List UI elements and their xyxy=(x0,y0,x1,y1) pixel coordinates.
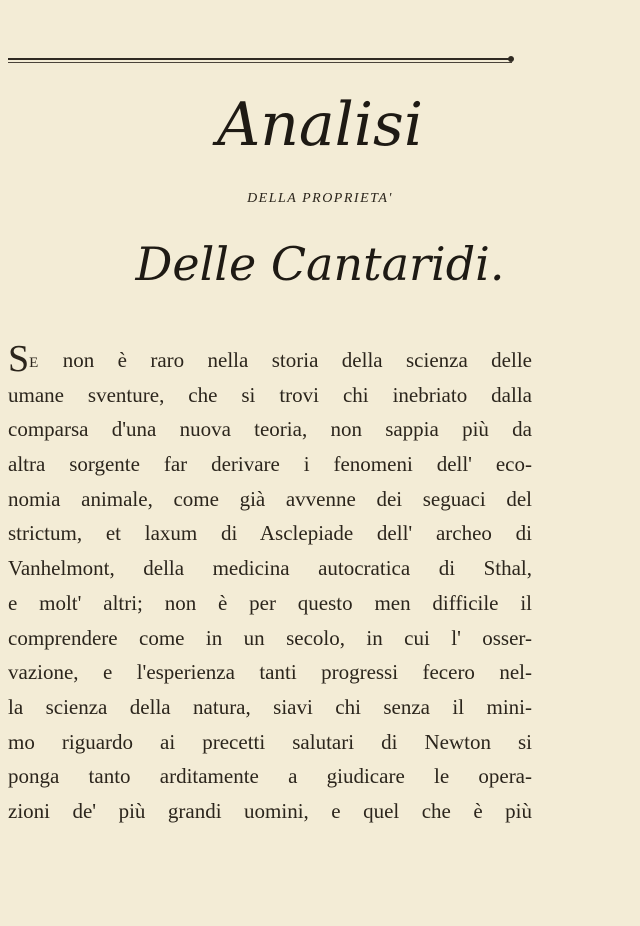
page-subtitle: DELLA PROPRIETA' xyxy=(247,191,393,206)
drop-cap: S xyxy=(8,338,30,380)
page-title: Analisi xyxy=(216,90,424,160)
top-rule xyxy=(8,58,512,60)
text-line: ponga tanto arditamente a giudicare le opera- xyxy=(8,764,532,789)
text-line: zioni de' più grandi uomini, e quel che è più xyxy=(8,798,532,823)
small-caps: E xyxy=(29,355,40,371)
text-line: nomia animale, come già avvenne dei seguaci del xyxy=(8,486,532,511)
text-line: umane sventure, che si trovi chi inebriato dalla xyxy=(8,382,532,407)
text-line-content: non è raro nella storia della scienza delle xyxy=(39,348,532,372)
text-line: comprendere come in un secolo, in cui l' osser- xyxy=(8,625,532,650)
top-rule-thin xyxy=(8,62,512,63)
body-text xyxy=(8,338,532,829)
page-subheading: Delle Cantaridi. xyxy=(135,237,505,291)
text-line: e molt' altri; non è per questo men difficile il xyxy=(8,590,532,615)
text-line: mo riguardo ai precetti salutari di Newton si xyxy=(8,729,532,754)
text-line: comparsa d'una nuova teoria, non sappia più da xyxy=(8,417,532,442)
rule-ornament xyxy=(508,56,514,62)
text-line: Vanhelmont, della medicina autocratica di Sthal, xyxy=(8,556,532,581)
text-line: vazione, e l'esperienza tanti progressi fecero nel- xyxy=(8,660,532,685)
text-line: altra sorgente far derivare i fenomeni dell' eco- xyxy=(8,452,532,477)
text-line: la scienza della natura, siavi chi senza il mini- xyxy=(8,694,532,719)
text-line xyxy=(8,338,532,380)
text-line: strictum, et laxum di Asclepiade dell' archeo di xyxy=(8,521,532,546)
